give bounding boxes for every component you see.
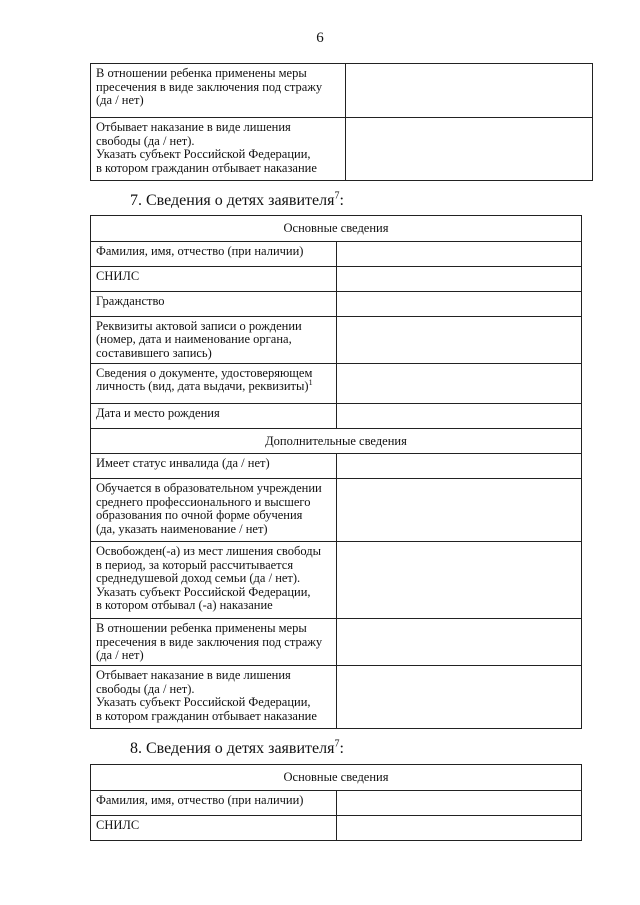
field-value-cell[interactable] (346, 64, 593, 118)
basic-info-header: Основные сведения (91, 765, 582, 791)
field-value-cell[interactable] (336, 479, 582, 542)
field-label-line: (да / нет) (96, 93, 144, 107)
form-row (91, 479, 582, 542)
form-row (91, 118, 593, 181)
section-8-footnote-mark: 7 (334, 738, 340, 750)
section-7-table (90, 215, 582, 729)
field-label (91, 241, 337, 266)
field-label-line: в период, за который рассчитывается (96, 557, 294, 572)
field-value-cell[interactable] (336, 266, 582, 291)
field-label-line: (да / нет) (96, 648, 144, 662)
form-row (91, 266, 582, 291)
field-value-cell[interactable] (336, 454, 582, 479)
field-label-text: личность (вид, дата выдачи, реквизиты) (96, 379, 309, 393)
field-label-line: Дата и место рождения (96, 405, 220, 420)
form-row (91, 815, 582, 840)
section-7-footnote-mark: 7 (334, 190, 340, 202)
footnote-mark: 1 (308, 377, 313, 387)
field-value-cell[interactable] (336, 241, 582, 266)
field-value-cell[interactable] (336, 619, 582, 666)
field-label-line: составившего запись) (96, 345, 212, 360)
field-label-line: (да, указать наименование / нет) (96, 521, 268, 536)
field-label (91, 64, 346, 118)
section-8-heading (130, 740, 344, 758)
field-label-line (96, 377, 331, 394)
field-label-line: в котором гражданин отбывает наказание (96, 160, 317, 175)
field-label-line: Указать субъект Российской Федерации, (96, 695, 311, 709)
form-row (91, 403, 582, 428)
field-label-line: Указать субъект Российской Федерации, (96, 147, 311, 161)
form-row (91, 542, 582, 619)
field-label-line: В отношении ребенка применены меры (96, 621, 307, 635)
field-value-cell[interactable] (336, 666, 582, 729)
field-label (91, 542, 337, 619)
field-label (91, 454, 337, 479)
field-label (91, 118, 346, 181)
field-label (91, 619, 337, 666)
field-label-line: Фамилия, имя, отчество (при наличии) (96, 792, 304, 807)
field-value-cell[interactable] (336, 316, 582, 363)
field-label (91, 291, 337, 316)
additional-info-header-row (91, 428, 582, 454)
field-value-cell[interactable] (336, 291, 582, 316)
top-continuation-table (90, 63, 593, 181)
field-label-line: В отношении ребенка применены меры (96, 66, 307, 80)
section-7-heading (130, 192, 344, 210)
field-label-line: СНИЛС (96, 268, 140, 283)
form-row (91, 64, 593, 118)
field-label-line: Освобожден(-а) из мест лишения свободы (96, 544, 321, 558)
basic-info-header-row (91, 765, 582, 791)
field-value-cell[interactable] (336, 403, 582, 428)
section-8-heading-colon: : (339, 740, 344, 757)
field-label-line: Отбывает наказание в виде лишения (96, 668, 291, 682)
form-row (91, 454, 582, 479)
form-row (91, 790, 582, 815)
section-8-heading-text: 8. Сведения о детях заявителя (130, 740, 335, 757)
page-number: 6 (316, 30, 324, 46)
form-row (91, 241, 582, 266)
field-label-line: среднедушевой доход семьи (да / нет). (96, 571, 301, 585)
section-7-heading-text: 7. Сведения о детях заявителя (130, 192, 335, 209)
form-row (91, 363, 582, 403)
section-8-table (90, 764, 582, 841)
field-label (91, 666, 337, 729)
field-label (91, 815, 337, 840)
field-label (91, 266, 337, 291)
form-row (91, 316, 582, 363)
field-label-line: в котором гражданин отбывает наказание (96, 708, 317, 723)
field-label-line: свободы (да / нет). (96, 681, 195, 696)
field-value-cell[interactable] (336, 363, 582, 403)
field-label (91, 403, 337, 428)
field-label (91, 363, 337, 403)
field-label-line: свободы (да / нет). (96, 133, 195, 148)
field-label-line: Обучается в образовательном учреждении (96, 481, 322, 495)
field-label-line: Указать субъект Российской Федерации, (96, 584, 311, 599)
additional-info-header: Дополнительные сведения (91, 428, 582, 454)
form-row (91, 666, 582, 729)
field-value-cell[interactable] (336, 790, 582, 815)
field-value-cell[interactable] (336, 542, 582, 619)
field-label (91, 790, 337, 815)
field-label-line: Гражданство (96, 293, 165, 308)
field-label-line: среднего профессионального и высшего (96, 494, 311, 509)
field-value-cell[interactable] (346, 118, 593, 181)
field-label-line: СНИЛС (96, 817, 140, 832)
field-label-line: Сведения о документе, удостоверяющем (96, 365, 313, 380)
field-label (91, 479, 337, 542)
field-label-line: (номер, дата и наименование органа, (96, 332, 292, 346)
field-label-line: пресечения в виде заключения под стражу (96, 79, 323, 94)
field-label-line: Реквизиты актовой записи о рождении (96, 318, 302, 333)
field-label-line: образования по очной форме обучения (96, 508, 303, 522)
field-value-cell[interactable] (336, 815, 582, 840)
basic-info-header: Основные сведения (91, 216, 582, 242)
section-7-heading-colon: : (339, 192, 344, 209)
field-label (91, 316, 337, 363)
field-label-line: Имеет статус инвалида (да / нет) (96, 456, 270, 470)
field-label-line: Отбывает наказание в виде лишения (96, 120, 291, 134)
form-row (91, 291, 582, 316)
field-label-line: пресечения в виде заключения под стражу (96, 634, 323, 649)
field-label-line: в котором отбывал (-а) наказание (96, 598, 273, 612)
form-row (91, 619, 582, 666)
field-label-line: Фамилия, имя, отчество (при наличии) (96, 243, 304, 258)
basic-info-header-row (91, 216, 582, 242)
